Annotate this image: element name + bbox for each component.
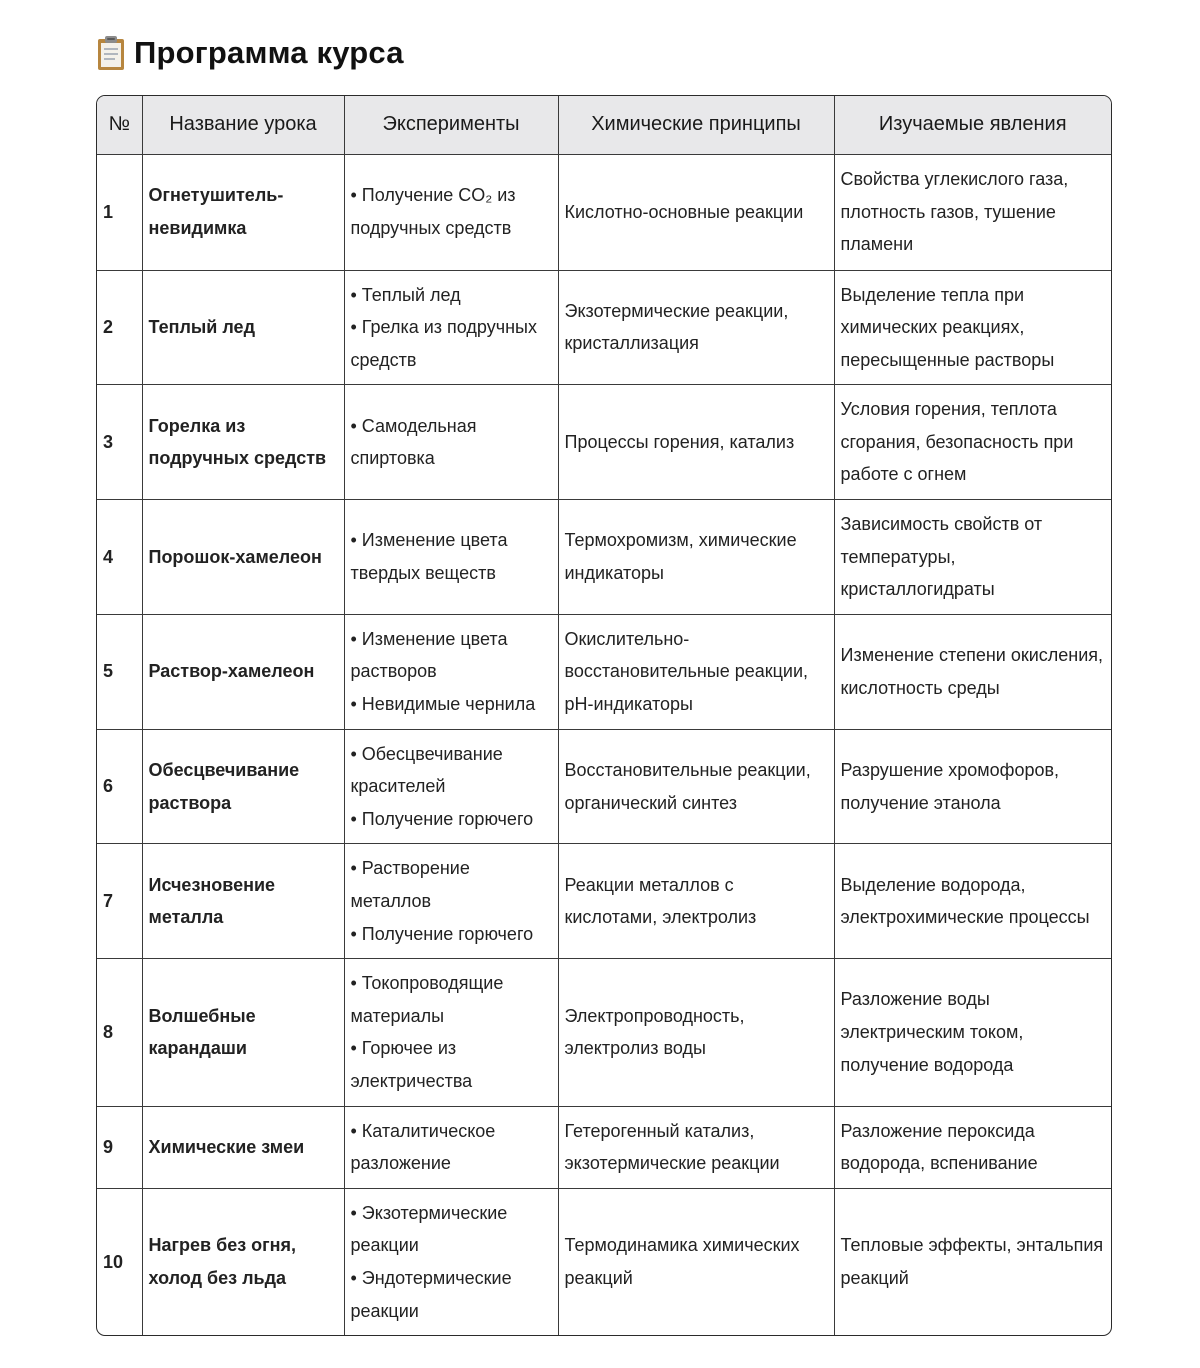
experiment-item: • Теплый лед xyxy=(350,284,461,305)
lesson-principles: Реакции металлов с кислотами, электролиз xyxy=(558,844,834,959)
lesson-name: Волшебные карандаши xyxy=(142,959,344,1106)
lesson-phenomena: Зависимость свойств от температуры, кристаллогидраты xyxy=(834,500,1111,615)
experiment-item: • Эндотермические реакции xyxy=(350,1267,512,1321)
experiment-item: • Каталитическое разложение xyxy=(350,1120,496,1174)
table-row xyxy=(97,1106,1111,1188)
lesson-experiments xyxy=(344,154,558,270)
lesson-number: 6 xyxy=(97,729,142,844)
experiment-item: • Получение горючего xyxy=(350,923,534,944)
lesson-experiments xyxy=(344,959,558,1106)
lesson-principles: Окислительно-восстановительные реакции, pH-индикаторы xyxy=(558,614,834,729)
table-row xyxy=(97,270,1111,385)
course-program-table xyxy=(96,95,1112,1336)
lesson-experiments xyxy=(344,1188,558,1335)
lesson-experiments xyxy=(344,385,558,500)
lesson-experiments xyxy=(344,1106,558,1188)
lesson-principles: Гетерогенный катализ, экзотермические реакции xyxy=(558,1106,834,1188)
lesson-phenomena: Выделение тепла при химических реакциях, пересыщенные растворы xyxy=(834,270,1111,385)
lesson-principles: Кислотно-основные реакции xyxy=(558,154,834,270)
lesson-phenomena: Разложение пероксида водорода, вспенивание xyxy=(834,1106,1111,1188)
lesson-principles: Термодинамика химических реакций xyxy=(558,1188,834,1335)
lesson-experiments xyxy=(344,844,558,959)
lesson-number: 8 xyxy=(97,959,142,1106)
lesson-number: 3 xyxy=(97,385,142,500)
lesson-number: 5 xyxy=(97,614,142,729)
lesson-number: 10 xyxy=(97,1188,142,1335)
table-row xyxy=(97,385,1111,500)
experiment-item: • Самодельная спиртовка xyxy=(350,415,477,469)
experiment-item: • Грелка из подручных средств xyxy=(350,317,537,370)
lesson-experiments xyxy=(344,500,558,615)
lesson-number: 4 xyxy=(97,500,142,615)
lesson-principles: Электропроводность, электролиз воды xyxy=(558,959,834,1106)
experiment-item: • Получение горючего xyxy=(350,808,534,829)
header-experiments: Эксперименты xyxy=(344,96,558,154)
lesson-name: Обесцвечивание раствора xyxy=(142,729,344,844)
lesson-phenomena: Разложение воды электрическим током, получение водорода xyxy=(834,959,1111,1106)
experiment-item: • Обесцвечивание красителей xyxy=(350,743,503,797)
lesson-name: Теплый лед xyxy=(142,270,344,385)
lesson-number: 7 xyxy=(97,844,142,959)
table-body xyxy=(97,154,1111,1335)
table-row xyxy=(97,500,1111,615)
lesson-principles: Термохромизм, химические индикаторы xyxy=(558,500,834,615)
table-row xyxy=(97,844,1111,959)
experiment-item: • Растворение металлов xyxy=(350,858,470,911)
header-phenomena: Изучаемые явления xyxy=(834,96,1111,154)
clipboard-icon xyxy=(96,35,126,71)
lesson-phenomena: Изменение степени окисления, кислотность среды xyxy=(834,614,1111,729)
experiment-item: • Изменение цвета твердых веществ xyxy=(350,530,508,583)
lesson-principles: Процессы горения, катализ xyxy=(558,385,834,500)
lesson-principles: Восстановительные реакции, органический синтез xyxy=(558,729,834,844)
lesson-name: Нагрев без огня, холод без льда xyxy=(142,1188,344,1335)
lesson-name: Горелка из подручных средств xyxy=(142,385,344,500)
header-chemical-principles: Химические принципы xyxy=(558,96,834,154)
page-title: Программа курса xyxy=(134,35,404,70)
lesson-experiments xyxy=(344,270,558,385)
lesson-name: Порошок-хамелеон xyxy=(142,500,344,615)
page-heading xyxy=(96,30,404,76)
experiment-item: • Невидимые чернила xyxy=(350,694,536,715)
experiment-item: • Экзотермические реакции xyxy=(350,1202,508,1256)
lesson-phenomena: Выделение водорода, электрохимические процессы xyxy=(834,844,1111,959)
experiment-item: • Получение CO₂ из подручных средств xyxy=(350,185,516,238)
lesson-number: 9 xyxy=(97,1106,142,1188)
lesson-principles: Экзотермические реакции, кристаллизация xyxy=(558,270,834,385)
lesson-name: Огнетушитель-невидимка xyxy=(142,154,344,270)
table-header-row xyxy=(97,96,1111,154)
lesson-experiments xyxy=(344,729,558,844)
table-row xyxy=(97,729,1111,844)
lesson-name: Химические змеи xyxy=(142,1106,344,1188)
experiment-item: • Токопроводящие материалы xyxy=(350,973,504,1026)
lesson-phenomena: Свойства углекислого газа, плотность газов, тушение пламени xyxy=(834,154,1111,270)
experiment-item: • Изменение цвета растворов xyxy=(350,628,508,682)
table-row xyxy=(97,154,1111,270)
table-row xyxy=(97,1188,1111,1335)
lesson-name: Раствор-хамелеон xyxy=(142,614,344,729)
experiment-item: • Горючее из электричества xyxy=(350,1038,473,1091)
table-row xyxy=(97,959,1111,1106)
lesson-phenomena: Разрушение хромофоров, получение этанола xyxy=(834,729,1111,844)
lesson-number: 2 xyxy=(97,270,142,385)
table-row xyxy=(97,614,1111,729)
header-number: № xyxy=(97,96,142,154)
lesson-name: Исчезновение металла xyxy=(142,844,344,959)
lesson-phenomena: Условия горения, теплота сгорания, безопасность при работе с огнем xyxy=(834,385,1111,500)
lesson-experiments xyxy=(344,614,558,729)
header-lesson-name: Название урока xyxy=(142,96,344,154)
lesson-number: 1 xyxy=(97,154,142,270)
lesson-phenomena: Тепловые эффекты, энтальпия реакций xyxy=(840,1235,1104,1288)
